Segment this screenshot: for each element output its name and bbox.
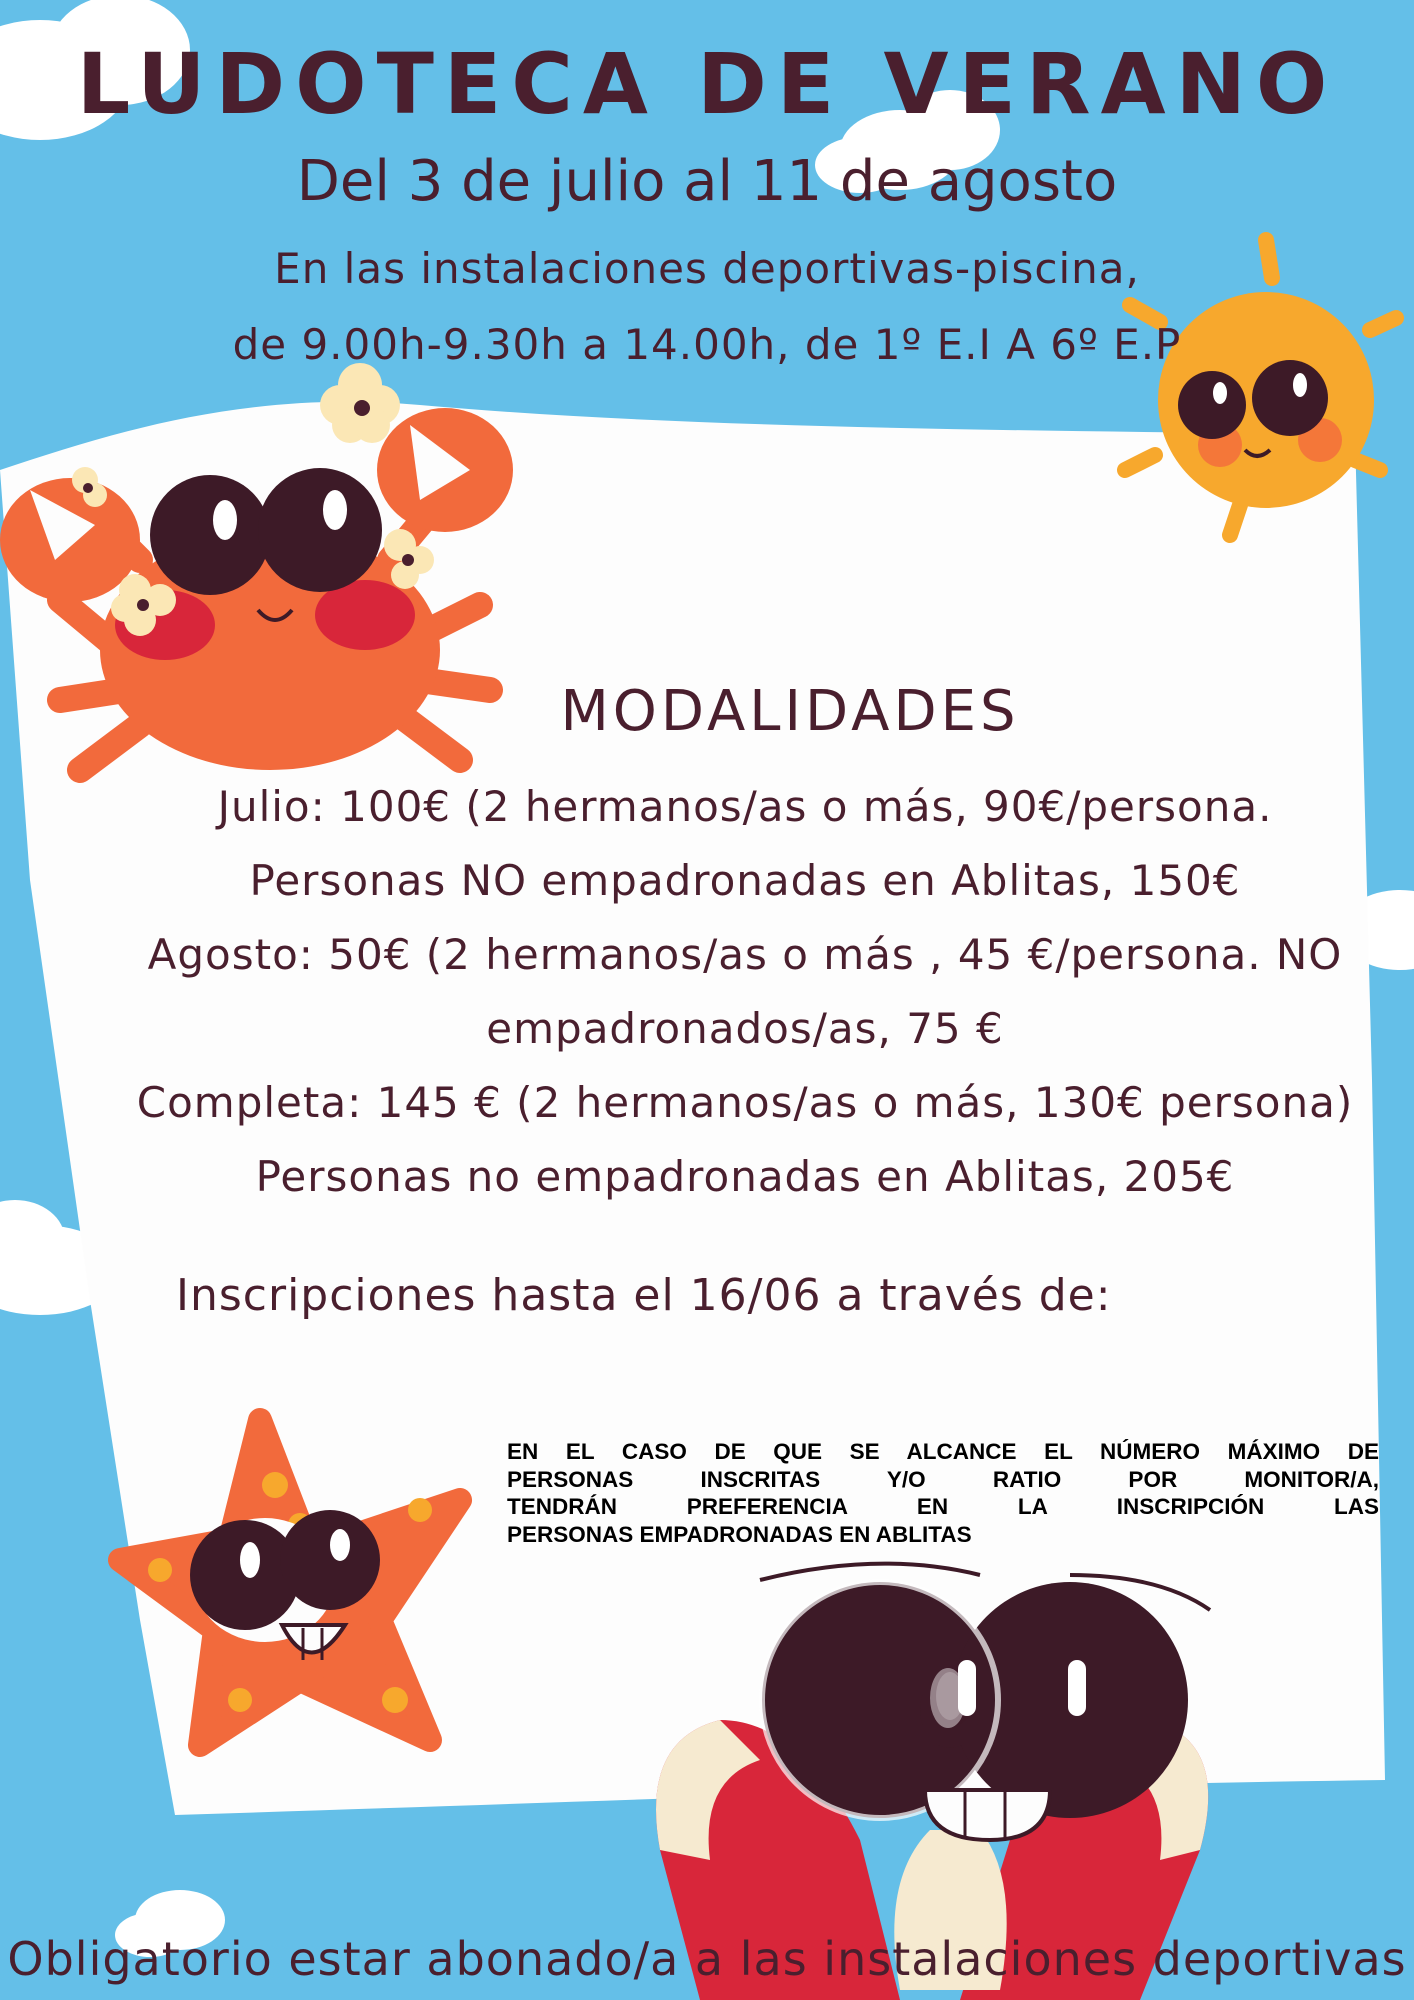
fee-line: Completa: 145 € (2 hermanos/as o más, 130€ persona) bbox=[136, 1078, 1354, 1127]
registration-deadline: Inscripciones hasta el 16/06 a través de: bbox=[176, 1270, 1112, 1321]
fee-list bbox=[110, 770, 1380, 1214]
footer-requirement: Obligatorio estar abonado/a a las instalaciones deportivas bbox=[7, 1932, 1407, 1986]
notice-line: PERSONAS INSCRITAS Y/O RATIO POR MONITOR/A, bbox=[507, 1466, 1379, 1492]
poster-title: LUDOTECA DE VERANO bbox=[76, 35, 1338, 133]
fee-line: empadronados/as, 75 € bbox=[486, 1004, 1004, 1053]
notice-line: PERSONAS EMPADRONADAS EN ABLITAS bbox=[507, 1522, 972, 1548]
fee-line: Agosto: 50€ (2 hermanos/as o más , 45 €/persona. NO bbox=[147, 930, 1343, 979]
fee-line: Personas NO empadronadas en Ablitas, 150€ bbox=[249, 856, 1241, 905]
location-line-1: En las instalaciones deportivas-piscina, bbox=[274, 244, 1140, 293]
fee-line: Personas no empadronadas en Ablitas, 205€ bbox=[255, 1152, 1235, 1201]
location-line-2: de 9.00h-9.30h a 14.00h, de 1º E.I A 6º E.P bbox=[232, 320, 1182, 369]
notice-line: EN EL CASO DE QUE SE ALCANCE EL NÚMERO MÁXIMO DE bbox=[507, 1439, 1379, 1464]
notice-line: TENDRÁN PREFERENCIA EN LA INSCRIPCIÓN LAS bbox=[507, 1494, 1379, 1520]
priority-notice bbox=[507, 1438, 1379, 1549]
event-dates: Del 3 de julio al 11 de agosto bbox=[296, 149, 1118, 214]
fee-line: Julio: 100€ (2 hermanos/as o más, 90€/persona. bbox=[217, 782, 1273, 831]
modalities-heading: MODALIDADES bbox=[560, 679, 1020, 744]
